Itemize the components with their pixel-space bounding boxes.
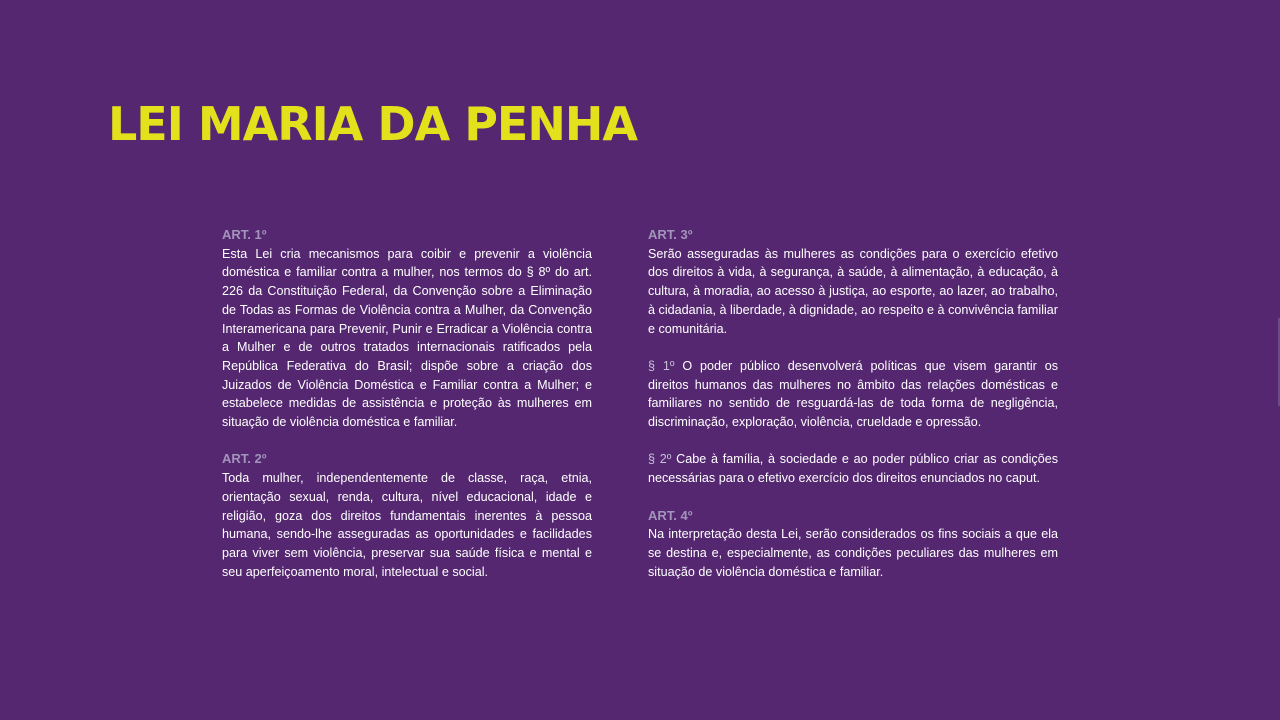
article-1 (222, 226, 592, 432)
article-3-paragraph-1 (648, 357, 1058, 432)
paragraph-1-label: § 1º (648, 358, 675, 373)
left-column (222, 226, 592, 600)
paragraph-2-label: § 2º (648, 452, 672, 467)
paragraph-2-text: Cabe à família, à sociedade e ao poder público criar as condições necessárias para o efetivo exercício dos direitos enunciados no caput. (648, 452, 1059, 486)
article-1-text: Esta Lei cria mecanismos para coibir e prevenir a violência doméstica e familiar contra a mulher, nos termos do § 8º do art. 226 da Constituição Federal, da Convenção sobre a Eliminação de Todas as Formas de Violência contra a Mulher, da Convenção Interamericana para Prevenir, Punir e Erradicar a Violência contra a Mulher e de outros tratados internacionais ratificados pela República Federativa do Brasil; dispõe sobre a criação dos Juizados de Violência Doméstica e Familiar contra a Mulher; e estabelece medidas de assistência e proteção às mulheres em situação de violência doméstica e familiar. (222, 246, 592, 430)
article-3 (648, 226, 1058, 488)
article-1-heading: ART. 1º (222, 227, 267, 242)
article-2-heading: ART. 2º (222, 451, 267, 467)
right-column (648, 226, 1058, 600)
article-4-text: Na interpretação desta Lei, serão considerados os fins sociais a que ela se destina e, especialmente, as condições peculiares das mulheres em situação de violência doméstica e familiar. (648, 527, 1058, 579)
article-3-paragraph-2 (648, 450, 1058, 487)
article-2 (222, 450, 592, 581)
paragraph-1-text: O poder público desenvolverá políticas que visem garantir os direitos humanos das mulheres no âmbito das relações domésticas e familiares no sentido de resguardá-las de toda forma de negligência, discriminação, exploração, violência, crueldade e opressão. (648, 358, 1059, 430)
article-3-heading: ART. 3º (648, 227, 693, 242)
article-4-heading: ART. 4º (648, 507, 693, 523)
article-2-text: Toda mulher, independentemente de classe, raça, etnia, orientação sexual, renda, cultura, nível educacional, idade e religião, goza dos direitos fundamentais inerentes à pessoa humana, sendo-lhe asseguradas as oportunidades e facilidades para viver sem violência, preservar sua saúde física e mental e seu aperfeiçoamento moral, intelectual e social. (222, 471, 592, 579)
article-4 (648, 507, 1058, 582)
page-title: LEI MARIA DA PENHA (108, 97, 637, 151)
article-3-text: Serão asseguradas às mulheres as condições para o exercício efetivo dos direitos à vida, à segurança, à saúde, à alimentação, à educação, à cultura, à moradia, ao acesso à justiça, ao esporte, ao lazer, ao trabalho, à cidadania, à liberdade, à dignidade, ao respeito e à convivência familiar e comunitária. (648, 246, 1058, 336)
